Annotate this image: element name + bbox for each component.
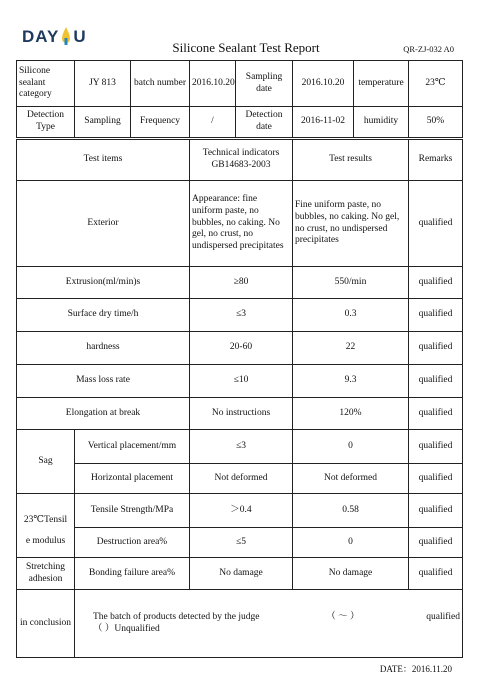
conclusion-qualified-text: qualified [426, 611, 460, 622]
surface-dry-row [17, 299, 463, 332]
tensile-strength-remark: qualified [409, 494, 463, 528]
temperature-value: 23℃ [409, 61, 463, 107]
stretching-indicator: No damage [190, 558, 293, 590]
tensile-strength-result: 0.58 [293, 494, 409, 528]
batch-label: batch number [131, 61, 190, 107]
document-code: QR-ZJ-032 A0 [403, 44, 454, 54]
detection-type-value: Sampling [75, 107, 131, 139]
info-row-2 [17, 107, 463, 139]
col-test-items: Test items [17, 139, 190, 181]
exterior-label: Exterior [17, 181, 190, 267]
stretching-adhesion-row [17, 558, 463, 590]
hardness-row [17, 332, 463, 365]
mass-loss-remark: qualified [409, 365, 463, 398]
conclusion-judge-text: The batch of products detected by the judge [93, 611, 260, 622]
sampling-date-value: 2016.10.20 [293, 61, 354, 107]
detection-type-label: Detection Type [17, 107, 75, 139]
detection-date-value: 2016-11-02 [293, 107, 354, 139]
destruction-area-row [17, 528, 463, 558]
tensile-label-bottom: e modulus [17, 528, 75, 558]
tensile-strength-label: Tensile Strength/MPa [75, 494, 190, 528]
tensile-label-top: 23℃Tensil [17, 494, 75, 528]
exterior-row [17, 181, 463, 267]
frequency-value: / [190, 107, 236, 139]
conclusion-qualified-mark: （ ～ ） [326, 611, 360, 622]
conclusion-line-1 [93, 612, 460, 624]
extrusion-remark: qualified [409, 267, 463, 299]
exterior-indicator: Appearance: fine uniform paste, no bubbles, no caking. No gel, no crust, no undispersed precipitates [190, 181, 293, 267]
extrusion-label: Extrusion(ml/min)s [17, 267, 190, 299]
sag-horizontal-label: Horizontal placement [75, 464, 190, 494]
detection-date-label: Detection date [236, 107, 293, 139]
hardness-remark: qualified [409, 332, 463, 365]
column-header-row [17, 139, 463, 181]
extrusion-result: 550/min [293, 267, 409, 299]
sag-vertical-remark: qualified [409, 430, 463, 464]
elongation-indicator: No instructions [190, 398, 293, 430]
destruction-area-indicator: ≤5 [190, 528, 293, 558]
frequency-label: Frequency [131, 107, 190, 139]
elongation-result: 120% [293, 398, 409, 430]
surface-dry-result: 0.3 [293, 299, 409, 332]
humidity-value: 50% [409, 107, 463, 139]
sampling-date-label: Sampling date [236, 61, 293, 107]
surface-dry-remark: qualified [409, 299, 463, 332]
mass-loss-indicator: ≤10 [190, 365, 293, 398]
conclusion-row [17, 590, 463, 658]
stretching-remark: qualified [409, 558, 463, 590]
sag-vertical-result: 0 [293, 430, 409, 464]
category-label: Silicone sealant category [17, 61, 75, 107]
hardness-result: 22 [293, 332, 409, 365]
extrusion-row [17, 267, 463, 299]
sag-vertical-indicator: ≤3 [190, 430, 293, 464]
tensile-strength-row [17, 494, 463, 528]
surface-dry-indicator: ≤3 [190, 299, 293, 332]
mass-loss-label: Mass loss rate [17, 365, 190, 398]
col-technical-indicators: Technical indicators GB14683-2003 [190, 139, 293, 181]
sag-vertical-label: Vertical placement/mm [75, 430, 190, 464]
elongation-remark: qualified [409, 398, 463, 430]
logo-text-right: U [73, 27, 87, 46]
mass-loss-row [17, 365, 463, 398]
sag-horizontal-result: Not deformed [293, 464, 409, 494]
extrusion-indicator: ≥80 [190, 267, 293, 299]
report-date: DATE：2016.11.20 [379, 664, 452, 674]
hardness-label: hardness [17, 332, 190, 365]
elongation-label: Elongation at break [17, 398, 190, 430]
humidity-label: humidity [354, 107, 409, 139]
destruction-area-remark: qualified [409, 528, 463, 558]
info-row-1 [17, 61, 463, 107]
exterior-result: Fine uniform paste, no bubbles, no caking. No gel, no crust, no undispersed precipitates [293, 181, 409, 267]
destruction-area-result: 0 [293, 528, 409, 558]
conclusion-text [75, 590, 463, 658]
temperature-label: temperature [354, 61, 409, 107]
col-test-results: Test results [293, 139, 409, 181]
stretching-result: No damage [293, 558, 409, 590]
sag-label: Sag [17, 430, 75, 494]
test-report-table [16, 60, 463, 658]
category-value: JY 813 [75, 61, 131, 107]
report-title: Silicone Sealant Test Report [172, 40, 320, 55]
sag-vertical-row [17, 430, 463, 464]
sag-horizontal-row [17, 464, 463, 494]
exterior-remark: qualified [409, 181, 463, 267]
surface-dry-label: Surface dry time/h [17, 299, 190, 332]
sag-horizontal-remark: qualified [409, 464, 463, 494]
sag-horizontal-indicator: Not deformed [190, 464, 293, 494]
batch-value: 2016.10.20 [190, 61, 236, 107]
mass-loss-result: 9.3 [293, 365, 409, 398]
col-remarks: Remarks [409, 139, 463, 181]
conclusion-unqualified-text: （ ）Unqualified [93, 623, 160, 634]
stretching-label: Stretching adhesion [17, 558, 75, 590]
elongation-row [17, 398, 463, 430]
hardness-indicator: 20-60 [190, 332, 293, 365]
destruction-area-label: Destruction area% [75, 528, 190, 558]
tensile-strength-indicator: ＞0.4 [190, 494, 293, 528]
conclusion-label: in conclusion [17, 590, 75, 658]
logo-text-left: DAY [22, 27, 60, 46]
bonding-failure-label: Bonding failure area% [75, 558, 190, 590]
